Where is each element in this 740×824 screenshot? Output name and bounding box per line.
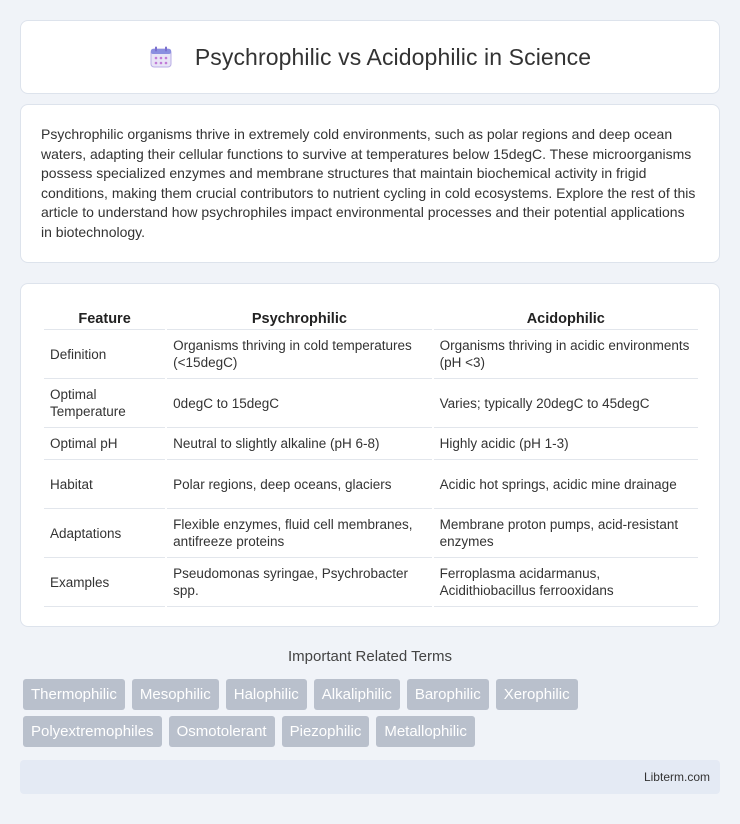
header-card — [20, 20, 720, 94]
cell-acidophilic: Organisms thriving in acidic environments (pH <3) — [434, 330, 698, 379]
tag-xerophilic[interactable]: Xerophilic — [496, 679, 578, 710]
comparison-table — [42, 304, 700, 607]
related-terms-title: Important Related Terms — [288, 648, 452, 665]
tag-polyextremophiles[interactable]: Polyextremophiles — [23, 716, 162, 747]
cell-psychrophilic: Organisms thriving in cold temperatures (<15degC) — [167, 330, 431, 379]
row-label: Optimal Temperature — [44, 379, 165, 428]
cell-psychrophilic: Pseudomonas syringae, Psychrobacter spp. — [167, 558, 431, 607]
tag-barophilic[interactable]: Barophilic — [407, 679, 489, 710]
table-row — [44, 509, 698, 558]
tag-mesophilic[interactable]: Mesophilic — [132, 679, 219, 710]
intro-card — [20, 104, 720, 263]
header-feature: Feature — [44, 304, 165, 330]
row-label: Examples — [44, 558, 165, 607]
cell-psychrophilic: 0degC to 15degC — [167, 379, 431, 428]
row-label: Habitat — [44, 460, 165, 509]
tag-thermophilic[interactable]: Thermophilic — [23, 679, 125, 710]
tag-osmotolerant[interactable]: Osmotolerant — [169, 716, 275, 747]
cell-psychrophilic: Polar regions, deep oceans, glaciers — [167, 460, 431, 509]
comparison-table-card — [20, 283, 720, 627]
header-psychrophilic: Psychrophilic — [167, 304, 431, 330]
calendar-icon — [149, 45, 173, 69]
row-label: Adaptations — [44, 509, 165, 558]
page-title: Psychrophilic vs Acidophilic in Science — [194, 43, 592, 70]
tag-piezophilic[interactable]: Piezophilic — [282, 716, 370, 747]
cell-acidophilic: Membrane proton pumps, acid-resistant enzymes — [434, 509, 698, 558]
table-row — [44, 330, 698, 379]
table-row — [44, 428, 698, 460]
tag-row — [23, 716, 723, 747]
tag-metallophilic[interactable]: Metallophilic — [376, 716, 475, 747]
cell-acidophilic: Varies; typically 20degC to 45degC — [434, 379, 698, 428]
tag-row — [23, 679, 723, 710]
cell-acidophilic: Ferroplasma acidarmanus, Acidithiobacillus ferrooxidans — [434, 558, 698, 607]
header-acidophilic: Acidophilic — [434, 304, 698, 330]
row-label: Definition — [44, 330, 165, 379]
table-row — [44, 379, 698, 428]
footer — [20, 760, 720, 794]
tag-halophilic[interactable]: Halophilic — [226, 679, 307, 710]
tag-alkaliphilic[interactable]: Alkaliphilic — [314, 679, 400, 710]
cell-psychrophilic: Flexible enzymes, fluid cell membranes, antifreeze proteins — [167, 509, 431, 558]
table-row — [44, 558, 698, 607]
intro-text: Psychrophilic organisms thrive in extremely cold environments, such as polar regions and deep ocean waters, adapting their cellular functions to survive at temperatures below 15degC. These microorganisms possess specialized enzymes and membrane structures that maintain biochemical activity in frigid conditions, making them crucial contributors to nutrient cycling in cold ecosystems. Explore the rest of this article to understand how psychrophiles impact environmental processes and their potential applications in biotechnology. — [41, 126, 696, 240]
related-terms-tags — [23, 679, 723, 753]
table-row — [44, 460, 698, 509]
cell-psychrophilic: Neutral to slightly alkaline (pH 6-8) — [167, 428, 431, 460]
row-label: Optimal pH — [44, 428, 165, 460]
footer-brand-link[interactable]: Libterm.com — [643, 770, 710, 784]
cell-acidophilic: Acidic hot springs, acidic mine drainage — [434, 460, 698, 509]
cell-acidophilic: Highly acidic (pH 1-3) — [434, 428, 698, 460]
